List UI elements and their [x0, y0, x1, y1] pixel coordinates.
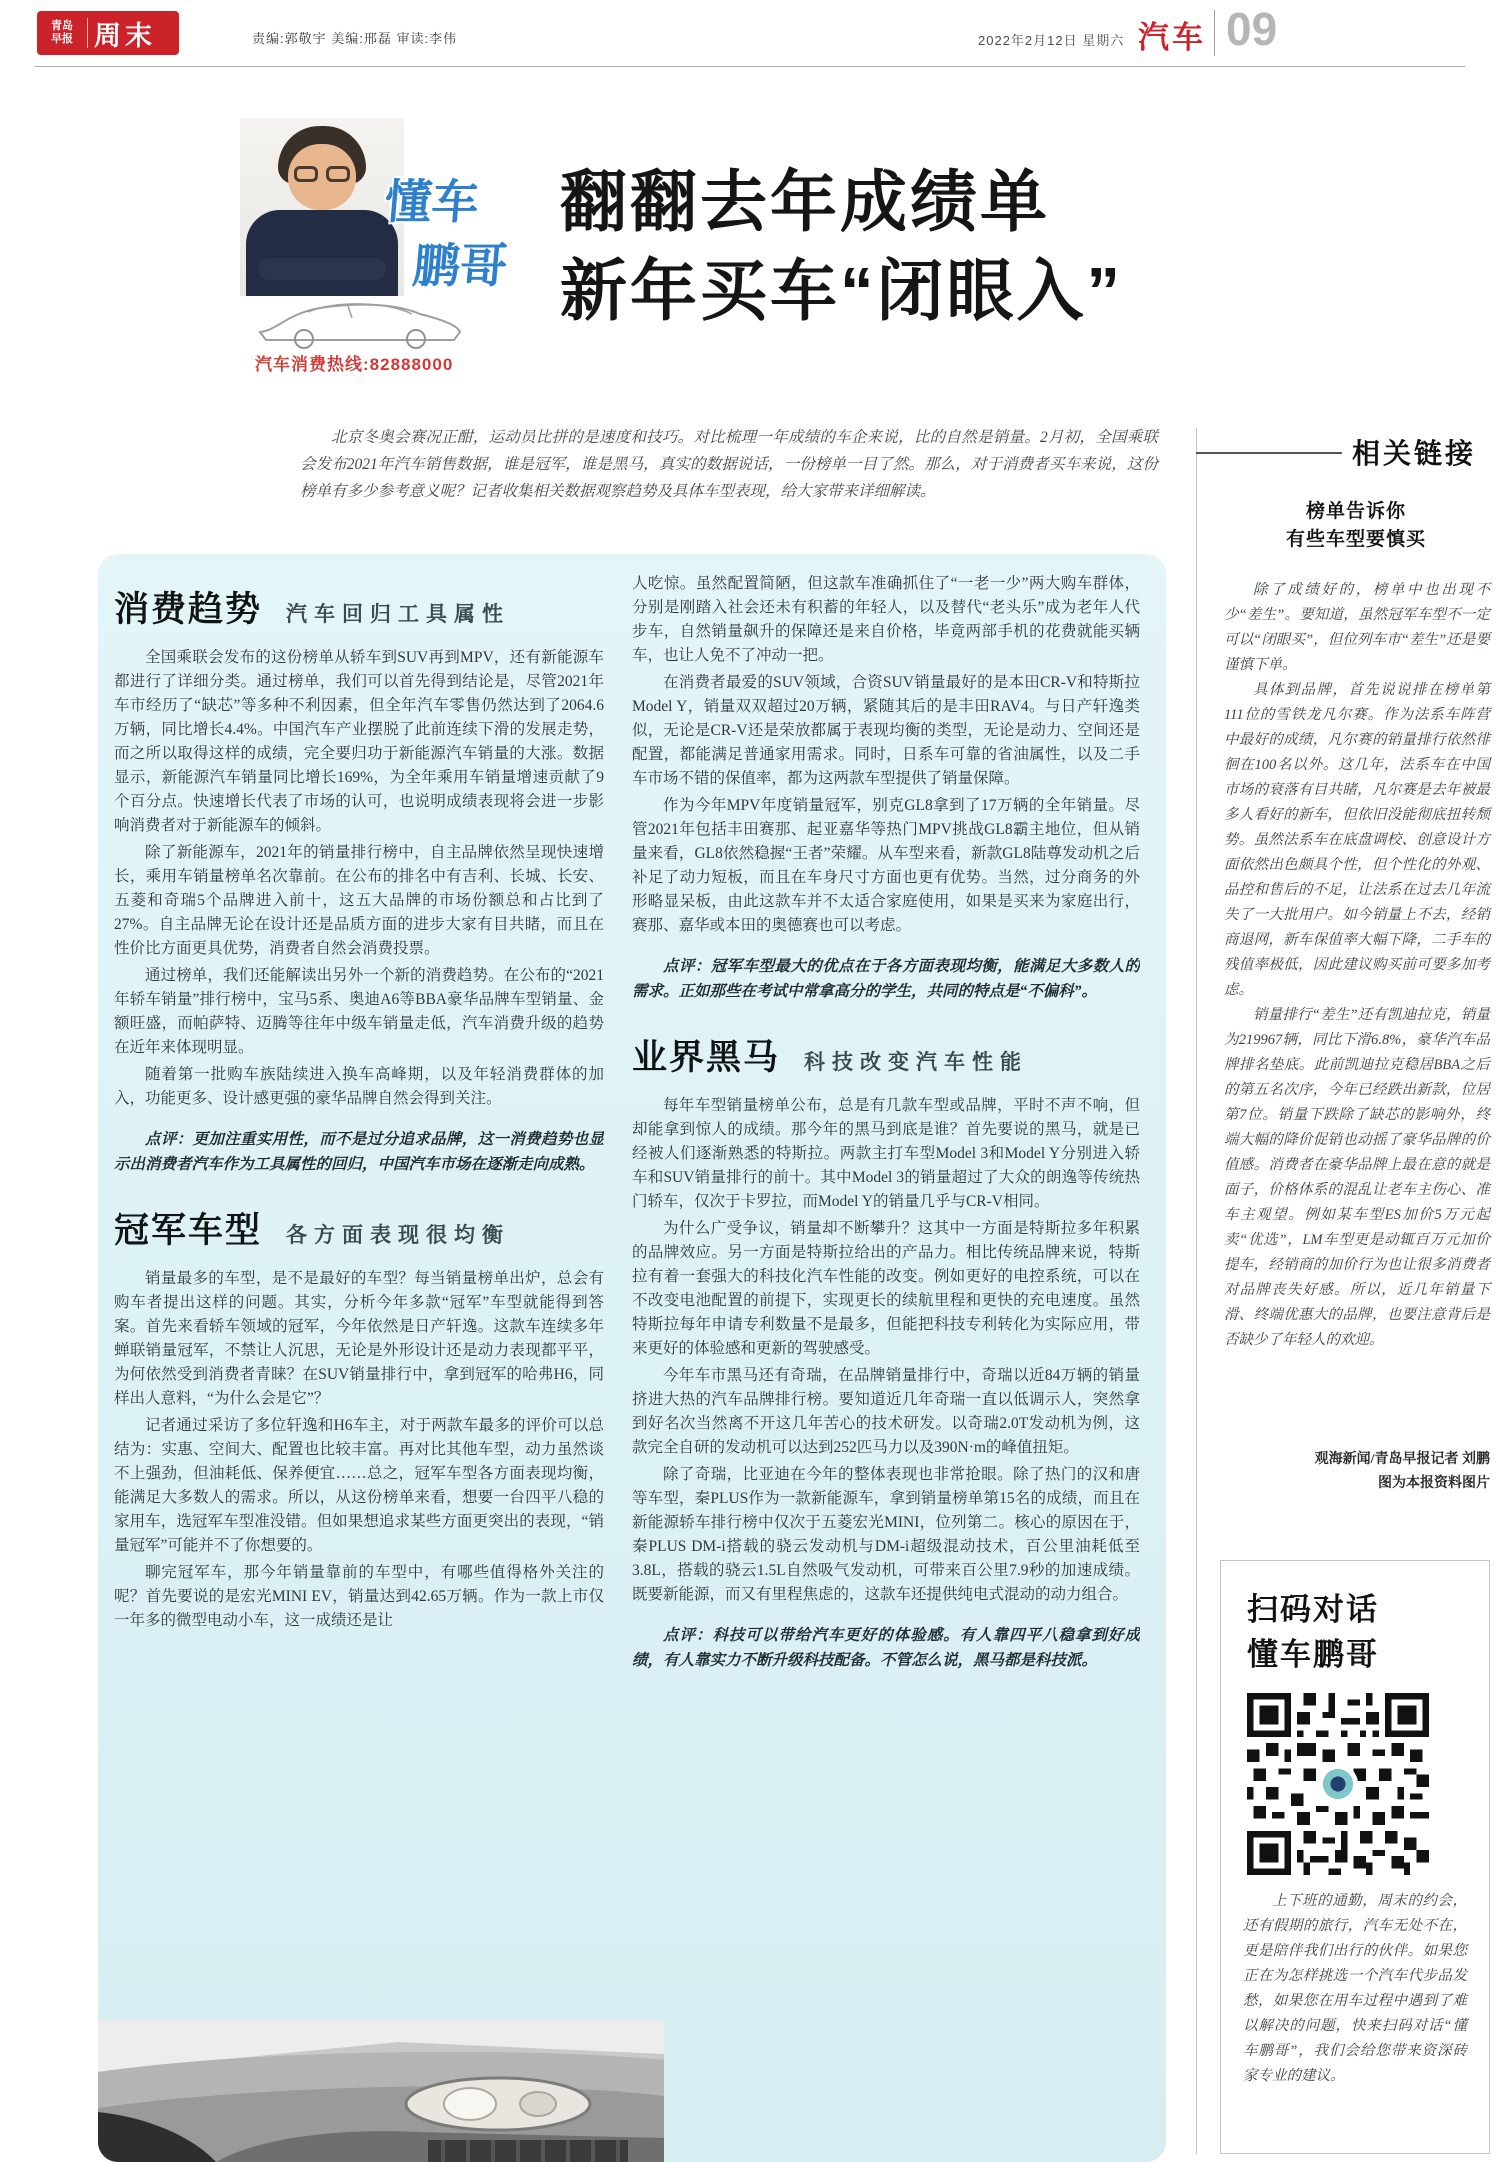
header-vertical-divider — [1214, 10, 1215, 56]
section-header-darkhorse — [632, 1030, 1140, 1080]
page-number: 09 — [1226, 3, 1278, 55]
section-title: 冠军车型 — [114, 1211, 263, 1250]
body-paragraph: 除了新能源车，2021年的销量排行榜中，自主品牌依然呈现快速增长，乘用车销量榜单名次靠前。在公布的排名中有吉利、长城、长安、五菱和奇瑞5个品牌进入前十，这五大品牌的市场份额总和占比到了27%。自主品牌无论在设计还是品质方面的进步大家有目共睹，而且在性价比方面更具优势，消费者自然会消费投票。 — [114, 844, 604, 957]
byline: 观海新闻/青岛早报记者 刘鹏 图为本报资料图片 — [1314, 1452, 1490, 1491]
masthead-logo — [37, 11, 179, 55]
intro-paragraph: 北京冬奥会赛况正酣，运动员比拼的是速度和技巧。对比梳理一年成绩的车企来说，比的自然是销量。2月初，全国乘联会发布2021年汽车销售数据，谁是冠军，谁是黑马，真实的数据说话，一份榜单一目了然。那么，对于消费者买车来说，这份榜单有多少参考意义呢？记者收集相关数据观察趋势及具体车型表现，给大家带来详细解读。 — [300, 429, 1158, 500]
editors-line: 责编:郭敬宇 美编:邢磊 审读:李伟 — [252, 31, 458, 46]
section-subtitle: 各方面表现很均衡 — [286, 1224, 511, 1247]
body-paragraph: 销量排行“差生”还有凯迪拉克，销量为219967辆，同比下滑6.8%，豪华汽车品牌排名垫底。此前凯迪拉克稳居BBA之后的第五名次序，今年已经跌出新款，位居第7位。销量下跌除了缺芯的影响外，终端大幅的降价促销也动摇了豪华品牌的价值感。消费者在豪华品牌上最在意的就是面子，价格体系的混乱让老车主伤心、准车主观望。例如某车型ES加价5万元起卖“优选”，LM车型更是动辄百万元加价提车，经销商的加价行为也让很多消费者对品牌丧失好感。所以，近几年销量下滑、终端优惠大的品牌，也要注意背后是否缺少了年轻人的欢迎。 — [1224, 1007, 1490, 1348]
issue-date: 2022年2月12日 星期六 — [978, 33, 1125, 48]
car-photo — [98, 2020, 664, 2162]
sidebar-divider — [1196, 428, 1197, 2154]
section-header-champion — [114, 1203, 604, 1253]
glasses-left-lens — [294, 166, 318, 182]
body-paragraph: 除了奇瑞，比亚迪在今年的整体表现也非常抢眼。除了热门的汉和唐等车型，秦PLUS作为一款新能源车，拿到销量榜单第15名的成绩，而且在新能源轿车排行榜中仅次于五菱宏光MINI，位列第二。核心的原因在于，秦PLUS DM-i搭载的骁云发动机与DM-i超级混动技术，百公里油耗低至3.8L，搭载的骁云1.5L自然吸气发动机，可带来百公里7.9秒的加速成绩。既要新能源，而又有里程焦虑的，这款车还提供纯电式混动的动力组合。 — [632, 1466, 1140, 1603]
header-rule — [35, 66, 1465, 67]
glasses-right-lens — [326, 166, 350, 182]
body-paragraph: 记者通过采访了多位轩逸和H6车主，对于两款车最多的评价可以总结为：实惠、空间大、配置也比较丰富。再对比其他车型，动力虽然谈不上强劲，但油耗低、保养便宜……总之，冠军车型各方面表现均衡，能满足大多数人的需求。所以，从这份榜单来看，想要一台四平八稳的家用车，选冠军车型准没错。但如果想追求某些方面更突出的表现，“销量冠军”可能并不了你想要的。 — [114, 1417, 604, 1554]
body-paragraph: 今年车市黑马还有奇瑞，在品牌销量排行中，奇瑞以近84万辆的销量挤进大热的汽车品牌排行榜。要知道近几年奇瑞一直以低调示人，突然拿到好名次当然离不开这几年苦心的技术研发。以奇瑞2.0T发动机为例，这款完全自研的发动机可以达到252匹马力以及390N·m的峰值扭矩。 — [632, 1367, 1140, 1456]
section-subtitle: 科技改变汽车性能 — [804, 1051, 1029, 1074]
editor-comment: 点评：更加注重实用性，而不是过分追求品牌，这一消费趋势也显示出消费者汽车作为工具属性的回归，中国汽车市场在逐渐走向成熟。 — [114, 1131, 604, 1173]
section-header-trend — [114, 582, 604, 632]
hotline: 汽车消费热线:82888000 — [255, 355, 454, 374]
related-title-rule — [1196, 452, 1342, 454]
body-paragraph: 聊完冠军车，那今年销量靠前的车型中，有哪些值得格外关注的呢？首先要说的是宏光MINI EV，销量达到42.65万辆。作为一款上市仅一年多的微型电动小车，这一成绩还是让 — [114, 1564, 604, 1629]
section-title: 业界黑马 — [632, 1038, 781, 1077]
masthead-paper-name: 青岛 早报 — [51, 20, 73, 45]
qr-title: 扫码对话 懂车鹏哥 — [1247, 1592, 1379, 1672]
body-paragraph: 具体到品牌，首先说说排在榜单第111位的雪铁龙凡尔赛。作为法系车阵营中最好的成绩，凡尔赛的销量排行依然徘徊在100名以外。这几年，法系车在中国市场的衰落有目共睹，凡尔赛是去年被最多人看好的新车，但依旧没能彻底扭转颓势。虽然法系车在底盘调校、创意设计方面依然出色颇具个性，但个性化的外观、品控和售后的不足，让法系在过去几年流失了一大批用户。如今销量上不去，经销商退网，新车保值率大幅下降，二手车的残值率极低，因此建议购买前可要多加考虑。 — [1224, 682, 1490, 998]
main-headline: 翻翻去年成绩单 新年买车“闭眼入” — [560, 165, 1123, 329]
body-paragraph: 人吃惊。虽然配置简陋，但这款车准确抓住了“一老一少”两大购车群体，分别是刚踏入社会还未有积蓄的年轻人，以及替代“老头乐”成为老年人代步车，自然销量飙升的保障还是来自价格，毕竟两部手机的花费就能买辆车，也让人免不了冲动一把。 — [632, 575, 1140, 664]
qr-section — [1220, 1560, 1490, 2154]
body-paragraph: 随着第一批购车族陆续进入换车高峰期，以及年轻消费群体的加入，功能更多、设计感更强的豪华品牌自然会得到关注。 — [114, 1066, 604, 1107]
body-paragraph: 除了成绩好的，榜单中也出现不少“差生”。要知道，虽然冠军车型不一定可以“闭眼买”，但位列车市“差生”还是要谨慎下单。 — [1224, 582, 1490, 673]
body-paragraph: 每年车型销量榜单公布，总是有几款车型或品牌，平时不声不响，但却能拿到惊人的成绩。那今年的黑马到底是谁？首先要说的黑马，就是已经被人们逐渐熟悉的特斯拉。两款主打车型Model 3和Model Y分别进入轿车和SUV销量排行的前十。其中Model 3的销量超过了大众的朗逸等传统热门轿车，仅次于卡罗拉，而Model Y的销量几乎与CR-V相同。 — [632, 1097, 1140, 1210]
body-paragraph: 全国乘联会发布的这份榜单从轿车到SUV再到MPV，还有新能源车都进行了详细分类。通过榜单，我们可以首先得到结论是，尽管2021年车市经历了“缺芯”等多种不利因素，但全年汽车零售仍然达到了2064.6万辆，同比增长4.4%。中国汽车产业摆脱了此前连续下滑的发展走势，而之所以取得这样的成绩，完全要归功于新能源汽车销量的大涨。数据显示，新能源汽车销量同比增长169%，为全年乘用车销量增速贡献了9个百分点。快速增长代表了市场的认可，也说明成绩表现将会进一步影响消费者对于新能源车的倾斜。 — [114, 649, 604, 834]
columnist-arms — [258, 258, 386, 280]
body-paragraph: 在消费者最爱的SUV领域，合资SUV销量最好的是本田CR-V和特斯拉Model Y，销量双双超过20万辆，紧随其后的是丰田RAV4。与日产轩逸类似，无论是CR-V还是荣放都属于表现均衡的类型，无论是动力、空间还是配置，都能满足普通家用需求。同时，日系车可靠的省油属性，以及二手车市场不错的保值率，都为这两款车型提供了销量保障。 — [632, 674, 1140, 787]
qr-code — [1247, 1693, 1429, 1875]
body-paragraph: 通过榜单，我们还能解读出另外一个新的消费趋势。在公布的“2021年轿车销量”排行榜中，宝马5系、奥迪A6等BBA豪华品牌车型销量、金额旺盛，而帕萨特、迈腾等往年中级车销量走低，汽车消费升级的趋势在近年来体现明显。 — [114, 967, 604, 1056]
related-subhead: 榜单告诉你 有些车型要慎买 — [1285, 501, 1426, 550]
section-label: 汽车 — [1138, 20, 1206, 55]
body-paragraph: 销量最多的车型，是不是最好的车型？每当销量榜单出炉，总会有购车者提出这样的问题。其实，分析今年多款“冠军”车型就能得到答案。首先来看轿车领域的冠军，今年依然是日产轩逸。这款车连续多年蝉联销量冠军，不禁让人沉思，无论是外形设计还是动力表现都平平，为何依然受到消费者青睐？在SUV销量排行中，拿到冠军的哈弗H6，同样出人意料，“为什么会是它”？ — [114, 1270, 604, 1407]
section-subtitle: 汽车回归工具属性 — [286, 603, 511, 626]
editor-comment: 点评：科技可以带给汽车更好的体验感。有人靠四平八稳拿到好成绩，有人靠实力不断升级科技配备。不管怎么说，黑马都是科技派。 — [632, 1627, 1140, 1669]
column-left — [114, 572, 604, 2150]
editor-comment: 点评：冠军车型最大的优点在于各方面表现均衡，能满足大多数人的需求。正如那些在考试中常拿高分的学生，共同的特点是“不偏科”。 — [632, 958, 1140, 1000]
masthead-divider — [87, 18, 88, 48]
section-title: 消费趋势 — [114, 590, 263, 629]
related-links-title: 相关链接 — [1352, 438, 1477, 469]
qr-note: 上下班的通勤，周末的约会，还有假期的旅行，汽车无处不在，更是陪伴我们出行的伙伴。如果您正在为怎样挑选一个汽车代步品发愁，如果您在用车过程中遇到了难以解决的问题，快来扫码对话“懂车鹏哥”，我们会给您带来资深砖家专业的建议。 — [1243, 1893, 1467, 2084]
car-sketch-icon — [248, 284, 466, 350]
sidebar-body — [1224, 578, 1490, 1353]
column-middle — [632, 572, 1140, 2150]
column-logo: 懂车 鹏哥 — [382, 175, 510, 292]
body-paragraph: 作为今年MPV年度销量冠军，别克GL8拿到了17万辆的全年销量。尽管2021年包括丰田赛那、起亚嘉华等热门MPV挑战GL8霸主地位，但从销量来看，GL8依然稳握“王者”荣耀。从车型来看，新款GL8陆尊发动机之后补足了动力短板，而且在车身尺寸方面也更有优势。当然，过分商务的外形略显呆板，由此这款车并不太适合家庭使用，如果是买来为家庭出行，赛那、嘉华或本田的奥德赛也可以考虑。 — [632, 797, 1140, 934]
body-paragraph: 为什么广受争议，销量却不断攀升？这其中一方面是特斯拉多年积累的品牌效应。另一方面是特斯拉给出的产品力。相比传统品牌来说，特斯拉有着一套强大的科技化汽车性能的改变。例如更好的电控系统，可以在不改变电池配置的前提下，实现更长的续航里程和更快的充电速度。虽然特斯拉每年申请专利数量不是最多，但能把科技专利转化为实际应用，带来更好的体验感和更新的驾驶感受。 — [632, 1220, 1140, 1357]
masthead-weekend-label: 周末 — [94, 20, 156, 51]
